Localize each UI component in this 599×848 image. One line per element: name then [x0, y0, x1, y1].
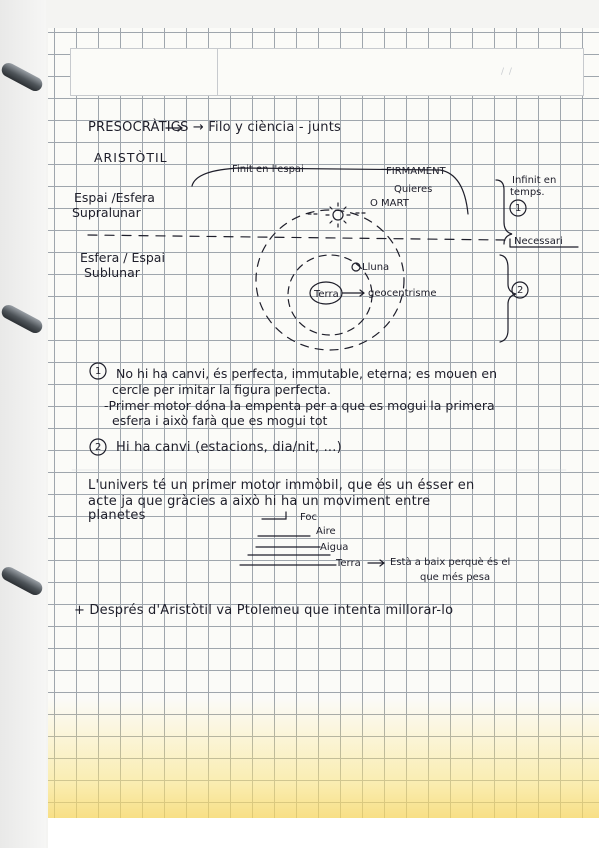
terra-note-line: que més pesa: [420, 572, 491, 583]
univers-line: acte ja que gràcies a això hi ha un moviment entre: [88, 494, 431, 509]
note2-text: Hi ha canvi (estacions, dia/nit, ...): [116, 440, 342, 455]
element-aire: Aire: [316, 526, 336, 537]
terra-arrow: [368, 560, 384, 566]
label-geocentrisme: geocentrisme: [368, 288, 437, 299]
final-note: + Després d'Aristòtil va Ptolemeu que intenta millorar-lo: [74, 603, 454, 618]
terra-note-line: Està a baix perquè és el: [390, 557, 511, 568]
univers-line: planetes: [88, 508, 146, 523]
label-esfera-sub-2: Sublunar: [84, 265, 140, 280]
label-estrelles: Quieres: [394, 184, 433, 195]
univers-line: L'univers té un primer motor immòbil, que és un ésser en: [88, 478, 475, 493]
label-infinit-temps-1: Infinit en: [512, 175, 557, 186]
outer-orbit: [256, 210, 404, 350]
page-subtitle: ARISTÒTIL: [94, 150, 168, 165]
sun-icon: [333, 210, 343, 220]
supralunar-boundary: [88, 235, 505, 240]
label-espai-supra-1: Espai /Esfera: [74, 190, 155, 205]
note1-line: esfera i això farà que es mogui tot: [112, 413, 328, 428]
label-infinit-temps-2: temps.: [510, 187, 545, 198]
label-lluna: Lluna: [362, 262, 390, 273]
label-espai-supra-2: Supralunar: [72, 205, 141, 220]
element-terra: Terra: [336, 558, 361, 569]
note1-line: No hi ha canvi, és perfecta, immutable, eterna; es mouen en: [116, 366, 498, 381]
label-necessari: Necessari: [514, 236, 563, 247]
note2-num: 2: [95, 442, 102, 453]
note1-line: -Primer motor dóna la empenta per a que es mogui la primera: [104, 398, 495, 413]
num-2: 2: [517, 285, 524, 296]
date-field: / /: [501, 67, 513, 77]
geocentrism-arrow: [342, 290, 364, 296]
label-firmament: FIRMAMENT: [386, 166, 446, 177]
note1-line: cercle per imitar la figura perfecta.: [112, 382, 331, 397]
page-bottom-edge: [48, 818, 599, 848]
label-esfera-sub-1: Esfera / Espai: [80, 250, 165, 265]
label-finit: Finit en l'espai: [232, 164, 304, 175]
brace-2: [500, 255, 516, 342]
num-1: 1: [515, 203, 522, 214]
element-aigua: Aigua: [320, 542, 349, 553]
label-mart: O MART: [370, 198, 409, 209]
page-title: PRESOCRÀTICS → Filo y ciència - junts: [88, 120, 342, 135]
note1-num: 1: [95, 366, 102, 377]
label-terra-diagram: Terra: [314, 289, 339, 300]
element-foc: Foc: [300, 512, 318, 523]
